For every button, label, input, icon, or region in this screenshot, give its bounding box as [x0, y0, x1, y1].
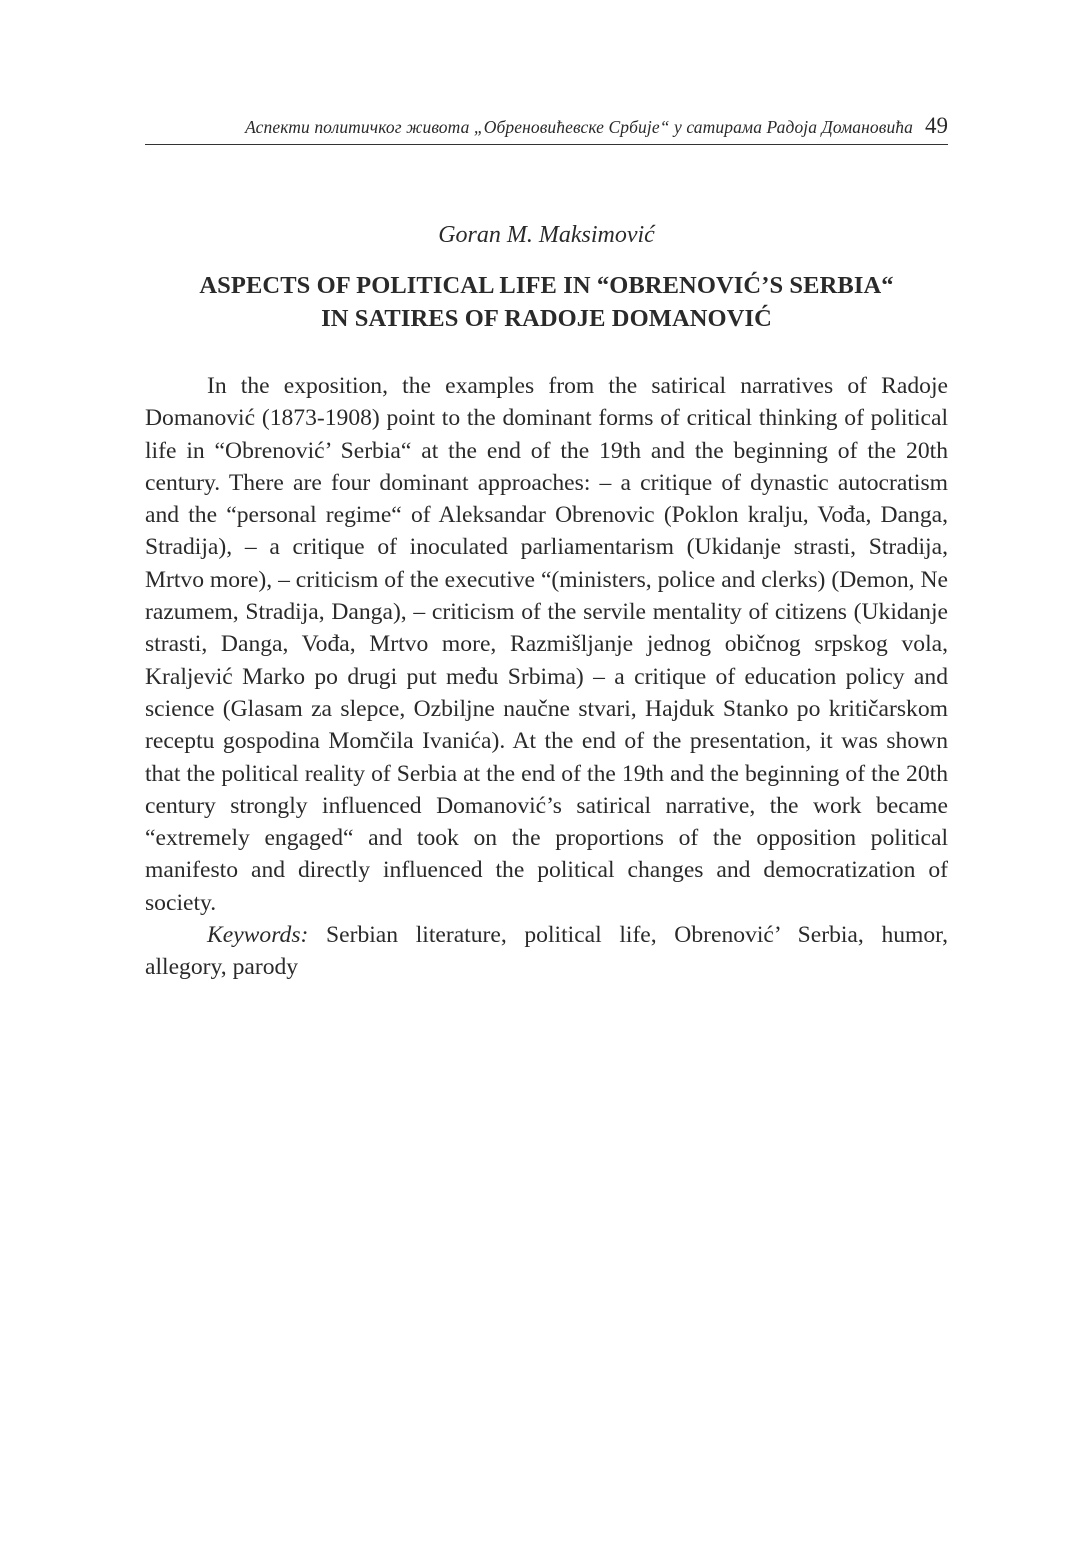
keywords-paragraph	[145, 919, 948, 984]
keywords-text: Serbian literature, political life, Obrenović’ Serbia, humor, allegory, parody	[145, 922, 948, 981]
article-title-line-1: ASPECTS OF POLITICAL LIFE IN “OBRENOVIĆ’S SERBIA“	[199, 272, 894, 299]
article-title	[145, 269, 948, 335]
keywords-label: Keywords:	[207, 922, 309, 949]
abstract-paragraph: In the exposition, the examples from the satirical narratives of Radoje Domanović (1873-1908) point to the dominant forms of critical thinking of political life in “Obrenović’ Serbia“ at the end of the 19th and the beginning of the 20th century. There are four dominant approaches: – a critique of dynastic autocratism and the “personal regime“ of Aleksandar Obrenovic (Poklon kralju, Vođa, Danga, Stradija), – a critique of inoculated parliamentarism (Ukidanje strasti, Stradija, Mrtvo more), – criticism of the executive “(ministers, police and clerks) (Demon, Ne razumem, Stradija, Danga), – criticism of the servile mentality of citizens (Ukidanje strasti, Danga, Vođa, Mrtvo more, Razmišljanje jednog običnog srpskog vola, Kraljević Marko po drugi put među Srbima) – a critique of education policy and science (Glasam za slepce, Ozbiljne naučne stvari, Hajduk Stanko po kritičarskom receptu gospodina Momčila Ivanića). At the end of the presentation, it was shown that the political reality of Serbia at the end of the 19th and the beginning of the 20th century strongly influenced Domanović’s satirical narrative, the work became “extremely engaged“ and took on the proportions of the opposition political manifesto and directly influenced the political changes and democratization of society.	[145, 373, 948, 916]
running-header	[145, 113, 948, 139]
article-title-line-2: IN SATIRES OF RADOJE DOMANOVIĆ	[321, 305, 772, 332]
page-number: 49	[925, 113, 948, 138]
header-divider	[145, 144, 948, 145]
author-name: Goran M. Maksimović	[438, 222, 655, 248]
running-title: Аспекти политичког живота „Обреновићевске Србије“ у сатирама Радоја Домановића	[245, 117, 913, 137]
abstract	[145, 370, 948, 984]
